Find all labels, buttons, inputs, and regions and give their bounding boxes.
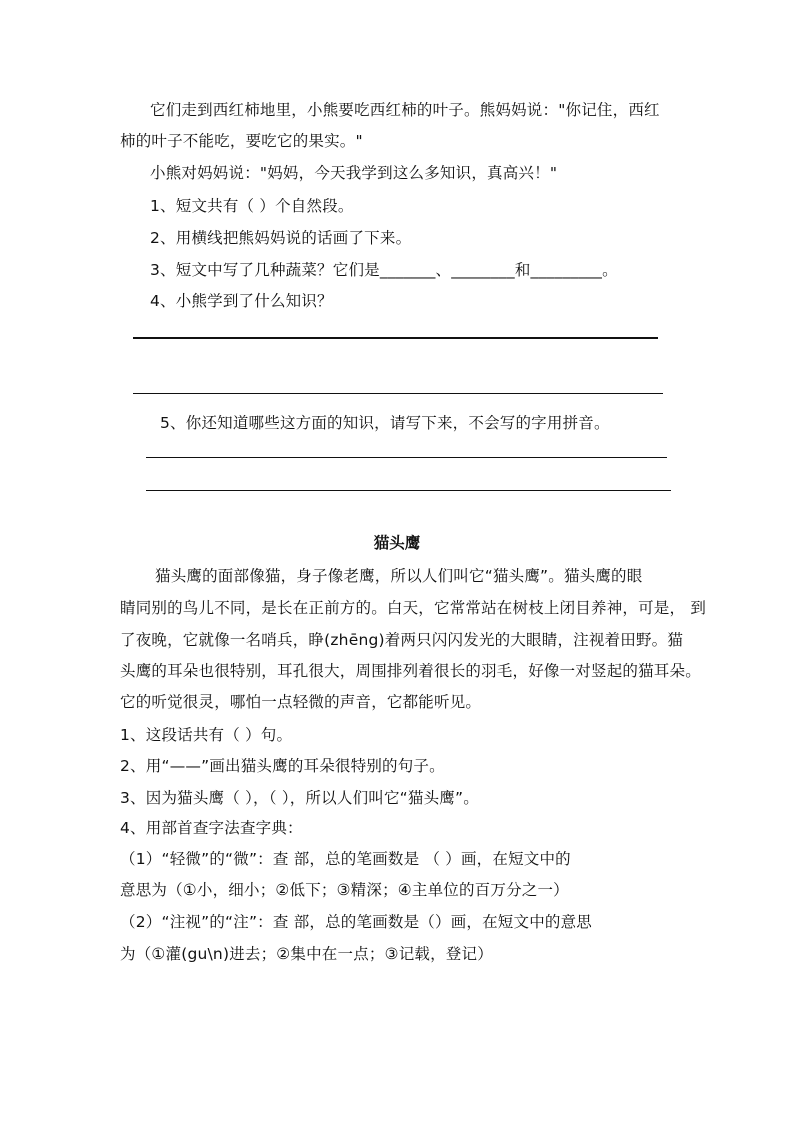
paragraph-line: 猫头鹰的面部像猫，身子像老鹰，所以人们叫它“猫头鹰”。猫头鹰的眼 — [155, 567, 643, 585]
answer-line[interactable] — [133, 337, 658, 339]
answer-line[interactable] — [146, 490, 671, 491]
answer-line[interactable] — [146, 457, 667, 458]
question-4: 4、小熊学到了什么知识？ — [150, 292, 333, 310]
question-4-2-cont: 为（①灌(gu\n)进去；②集中在一点；③记载，登记） — [120, 945, 493, 963]
question-4: 4、用部首查字法查字典： — [120, 819, 303, 837]
question-4-2: （2）“注视”的“注”：查 部，总的笔画数是（）画，在短文中的意思 — [120, 913, 593, 931]
section-title: 猫头鹰 — [373, 534, 421, 552]
paragraph-line: 了夜晚，它就像一名哨兵，睁(zhēng)着两只闪闪发光的大眼睛，注视着田野。猫 — [120, 631, 684, 649]
question-2: 2、用“——”画出猫头鹰的耳朵很特别的句子。 — [120, 757, 445, 775]
question-3: 3、因为猫头鹰（ ），（ ），所以人们叫它“猫头鹰”。 — [120, 789, 479, 807]
paragraph-line: 小熊对妈妈说："妈妈，今天我学到这么多知识，真高兴！" — [150, 164, 558, 182]
question-2: 2、用横线把熊妈妈说的话画了下来。 — [150, 229, 412, 247]
question-1: 1、短文共有（ ）个自然段。 — [150, 197, 354, 215]
answer-line[interactable] — [133, 393, 663, 394]
paragraph-line: 睛同别的鸟儿不同，是长在正前方的。白天，它常常站在树枝上闭目养神，可是， 到 — [120, 599, 707, 617]
paragraph-line: 它们走到西红柿地里，小熊要吃西红柿的叶子。熊妈妈说："你记住，西红 — [150, 101, 660, 119]
question-1: 1、这段话共有（ ）句。 — [120, 726, 293, 744]
paragraph-line: 柿的叶子不能吃，要吃它的果实。" — [120, 132, 363, 150]
paragraph-line: 头鹰的耳朵也很特别，耳孔很大，周围排列着很长的羽毛，好像一对竖起的猫耳朵。 — [120, 662, 701, 680]
question-5: 5、你还知道哪些这方面的知识，请写下来，不会写的字用拼音。 — [160, 414, 610, 432]
question-3: 3、短文中写了几种蔬菜？它们是_______、________和_________。 — [150, 261, 618, 279]
paragraph-line: 它的听觉很灵，哪怕一点轻微的声音，它都能听见。 — [120, 693, 482, 711]
question-4-1-cont: 意思为（①小，细小；②低下；③精深；④主单位的百万分之一） — [120, 881, 569, 899]
question-4-1: （1）“轻微”的“微”：查 部，总的笔画数是 （ ）画，在短文中的 — [120, 850, 571, 868]
